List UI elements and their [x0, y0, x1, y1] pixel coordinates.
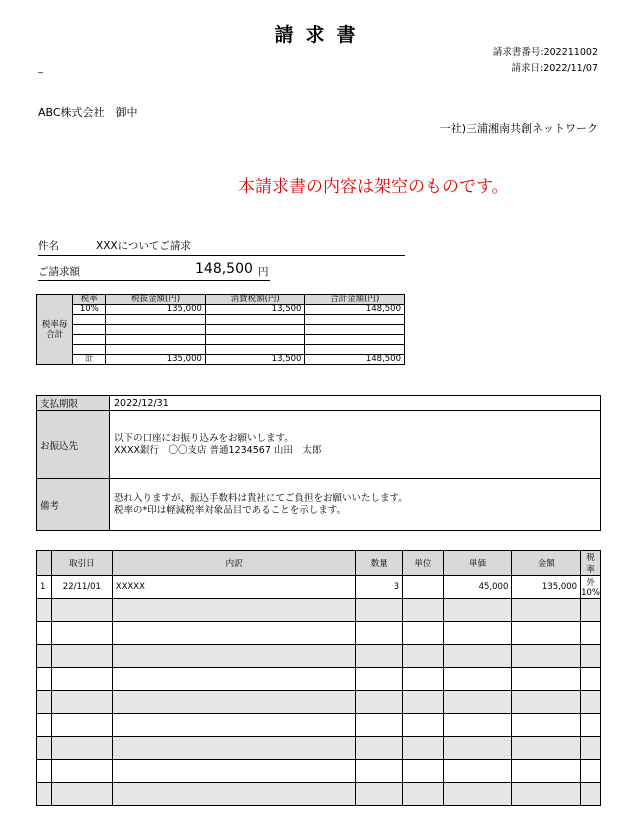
item-empty-cell	[443, 599, 512, 622]
item-empty-cell	[512, 645, 581, 668]
item-empty-cell	[443, 737, 512, 760]
item-empty-cell	[112, 691, 356, 714]
items-header-unit: 単位	[403, 551, 444, 576]
item-empty-cell	[512, 737, 581, 760]
tax-empty-row	[37, 345, 405, 355]
item-empty-cell	[37, 760, 52, 783]
item-empty-cell	[356, 691, 403, 714]
item-empty-cell	[581, 737, 601, 760]
table-row	[37, 691, 601, 714]
item-empty-cell	[112, 599, 356, 622]
items-header-date: 取引日	[51, 551, 112, 576]
item-empty-cell	[512, 622, 581, 645]
document-title: 請求書	[274, 24, 368, 46]
bank-label: お振込先	[37, 411, 110, 479]
bank-line-2: XXXX銀行 〇〇支店 普通1234567 山田 太郎	[114, 444, 322, 456]
item-empty-cell	[443, 691, 512, 714]
item-amount: 135,000	[512, 576, 581, 599]
tax-header-tax: 消費税額(円)	[205, 295, 305, 305]
item-unit	[403, 576, 444, 599]
item-empty-cell	[37, 668, 52, 691]
item-empty-cell	[403, 645, 444, 668]
remarks-line-2: 税率の*印は軽減税率対象品目であることを示します。	[114, 504, 346, 516]
item-empty-cell	[403, 760, 444, 783]
item-empty-cell	[37, 622, 52, 645]
item-desc: XXXXX	[112, 576, 356, 599]
tax-total-cell: 135,000	[106, 355, 206, 365]
tax-header-rate: 税率	[73, 295, 106, 305]
item-empty-cell	[512, 714, 581, 737]
tax-cell: 135,000	[106, 305, 206, 315]
table-row	[37, 668, 601, 691]
item-empty-cell	[403, 668, 444, 691]
tax-header-net: 税抜金額(円)	[106, 295, 206, 305]
item-empty-cell	[443, 668, 512, 691]
item-empty-cell	[112, 714, 356, 737]
item-empty-cell	[112, 760, 356, 783]
item-empty-cell	[37, 737, 52, 760]
item-empty-cell	[356, 714, 403, 737]
item-empty-cell	[51, 737, 112, 760]
item-empty-cell	[581, 645, 601, 668]
subject-value: XXXについてご請求	[96, 240, 191, 252]
items-header-desc: 内訳	[112, 551, 356, 576]
item-empty-cell	[512, 691, 581, 714]
tax-total-cell: 148,500	[305, 355, 405, 365]
item-empty-cell	[581, 760, 601, 783]
item-empty-cell	[512, 668, 581, 691]
item-empty-cell	[112, 668, 356, 691]
amount-value: 148,500	[195, 261, 253, 277]
tax-summary-table	[36, 294, 405, 365]
item-qty: 3	[356, 576, 403, 599]
item-empty-cell	[356, 737, 403, 760]
item-empty-cell	[403, 599, 444, 622]
remarks-info	[110, 479, 601, 531]
client-name: ABC株式会社 御中	[38, 106, 138, 119]
amount-row	[38, 261, 270, 281]
table-row	[37, 737, 601, 760]
tax-total-cell: 13,500	[205, 355, 305, 365]
items-header-qty: 数量	[356, 551, 403, 576]
line-items-table	[36, 550, 601, 806]
item-empty-cell	[581, 714, 601, 737]
item-empty-cell	[403, 737, 444, 760]
issuer-name: 一社)三浦湘南共創ネットワーク	[439, 122, 598, 135]
item-empty-cell	[581, 691, 601, 714]
item-price: 45,000	[443, 576, 512, 599]
tax-cell: 13,500	[205, 305, 305, 315]
item-empty-cell	[51, 668, 112, 691]
amount-unit: 円	[258, 266, 269, 278]
item-empty-cell	[356, 783, 403, 806]
item-tax: 外10%	[581, 576, 601, 599]
tax-empty-row	[37, 335, 405, 345]
item-empty-cell	[443, 645, 512, 668]
item-empty-cell	[581, 599, 601, 622]
item-empty-cell	[512, 783, 581, 806]
items-header-amount: 金額	[512, 551, 581, 576]
item-date: 22/11/01	[51, 576, 112, 599]
table-row	[37, 760, 601, 783]
table-row	[37, 783, 601, 806]
item-empty-cell	[112, 622, 356, 645]
tax-cell: 10%	[73, 305, 106, 315]
items-header-tax: 税率	[581, 551, 601, 576]
item-empty-cell	[512, 760, 581, 783]
payment-info-table	[36, 395, 601, 531]
invoice-date: 請求日:2022/11/07	[511, 63, 598, 74]
tax-cell: 148,500	[305, 305, 405, 315]
item-empty-cell	[51, 760, 112, 783]
dash-mark: _	[38, 63, 43, 74]
item-empty-cell	[443, 714, 512, 737]
item-empty-cell	[356, 668, 403, 691]
item-empty-cell	[403, 714, 444, 737]
tax-empty-row	[37, 325, 405, 335]
bank-line-1: 以下の口座にお振り込みをお願いします。	[114, 432, 294, 444]
invoice-number: 請求書番号:202211002	[492, 47, 598, 58]
item-empty-cell	[581, 622, 601, 645]
item-empty-cell	[356, 760, 403, 783]
item-no: 1	[37, 576, 52, 599]
amount-label: ご請求額	[38, 266, 80, 278]
item-empty-cell	[51, 691, 112, 714]
items-header-no	[37, 551, 52, 576]
item-empty-cell	[443, 622, 512, 645]
item-empty-cell	[37, 783, 52, 806]
item-empty-cell	[37, 599, 52, 622]
item-empty-cell	[37, 691, 52, 714]
item-empty-cell	[581, 783, 601, 806]
tax-empty-row	[37, 315, 405, 325]
table-row	[37, 622, 601, 645]
item-empty-cell	[356, 622, 403, 645]
item-empty-cell	[443, 760, 512, 783]
item-empty-cell	[37, 714, 52, 737]
table-row	[37, 599, 601, 622]
remarks-label: 備考	[37, 479, 110, 531]
tax-total-label: 計	[73, 355, 106, 365]
item-empty-cell	[512, 599, 581, 622]
item-empty-cell	[356, 645, 403, 668]
fictional-notice: 本請求書の内容は架空のものです。	[238, 177, 509, 197]
item-empty-cell	[51, 622, 112, 645]
subject-row	[38, 236, 405, 256]
item-empty-cell	[51, 714, 112, 737]
item-empty-cell	[403, 622, 444, 645]
item-empty-cell	[51, 783, 112, 806]
item-empty-cell	[403, 783, 444, 806]
tax-side-label: 税率毎合計	[37, 295, 73, 365]
due-value: 2022/12/31	[110, 396, 601, 411]
item-empty-cell	[51, 645, 112, 668]
item-empty-cell	[356, 599, 403, 622]
tax-header-total: 合計金額(円)	[305, 295, 405, 305]
item-empty-cell	[112, 737, 356, 760]
table-row	[37, 645, 601, 668]
item-empty-cell	[51, 599, 112, 622]
item-empty-cell	[112, 783, 356, 806]
due-label: 支払期限	[37, 396, 110, 411]
subject-label: 件名	[38, 240, 59, 252]
table-row	[37, 714, 601, 737]
items-header-price: 単価	[443, 551, 512, 576]
item-empty-cell	[581, 668, 601, 691]
table-row	[37, 576, 601, 599]
item-empty-cell	[37, 645, 52, 668]
item-empty-cell	[443, 783, 512, 806]
bank-info	[110, 411, 601, 479]
remarks-line-1: 恐れ入りますが、振込手数料は貴社にてご負担をお願いいたします。	[114, 492, 408, 504]
item-empty-cell	[403, 691, 444, 714]
item-empty-cell	[112, 645, 356, 668]
